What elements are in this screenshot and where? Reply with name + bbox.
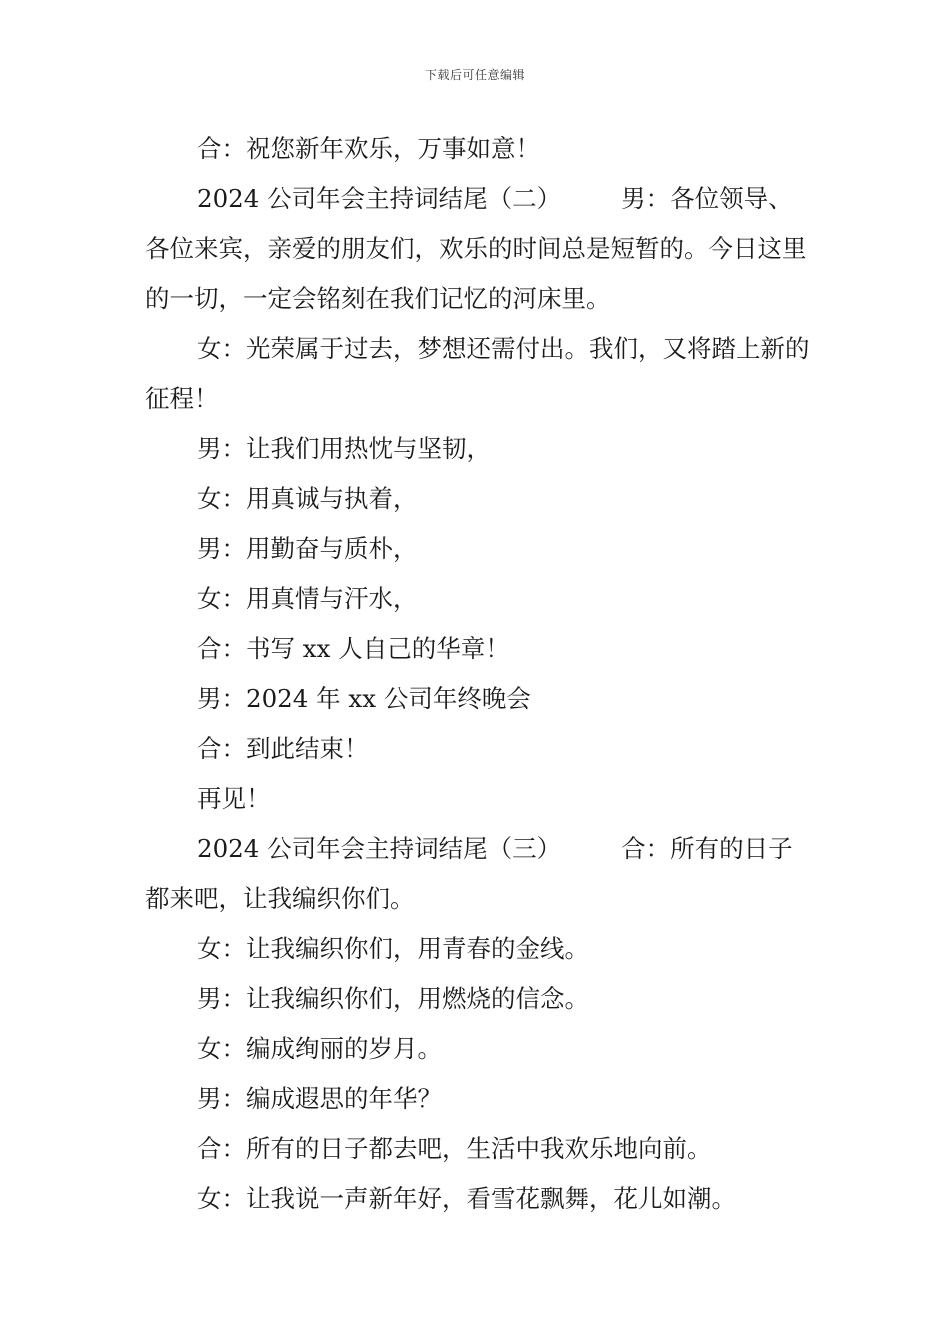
paragraph: 再见！ — [197, 784, 271, 813]
paragraph: 男：用勤奋与质朴， — [197, 534, 418, 563]
paragraph: 女：让我说一声新年好，看雪花飘舞，花儿如潮。 — [197, 1184, 736, 1213]
paragraph: 女：光荣属于过去，梦想还需付出。我们，又将踏上新的征程！ — [145, 334, 810, 413]
paragraph: 男：让我们用热忱与坚韧， — [197, 434, 491, 463]
paragraph: 合：祝您新年欢乐，万事如意！ — [197, 134, 540, 163]
page-header: 下载后可任意编辑 — [424, 68, 525, 82]
paragraph: 女：编成绚丽的岁月。 — [197, 1034, 442, 1063]
paragraph-text: 合：所有的日子都来吧，让我编织你们。 — [145, 834, 793, 913]
paragraph-text: 男：各位领导、各位来宾，亲爱的朋友们，欢乐的时间总是短暂的。今日这里的一切，一定会铭刻在我们记忆的河床里。 — [145, 184, 807, 313]
paragraph: 女：让我编织你们，用青春的金线。 — [197, 934, 589, 963]
paragraph: 合：到此结束！ — [197, 734, 369, 763]
section-title: 2024 公司年会主持词结尾（二） — [197, 184, 562, 213]
paragraph: 女：用真情与汗水， — [197, 584, 418, 613]
paragraph: 合：所有的日子都去吧，生活中我欢乐地向前。 — [197, 1134, 712, 1163]
document-body — [145, 124, 810, 1224]
paragraph-section-three — [145, 824, 810, 924]
paragraph: 男：编成遐思的年华？ — [197, 1084, 442, 1113]
paragraph-section-two — [145, 174, 810, 324]
section-title: 2024 公司年会主持词结尾（三） — [197, 834, 562, 863]
paragraph: 男：2024 年 xx 公司年终晚会 — [197, 684, 531, 713]
paragraph: 合：书写 xx 人自己的华章！ — [197, 634, 510, 663]
paragraph: 男：让我编织你们，用燃烧的信念。 — [197, 984, 589, 1013]
paragraph: 女：用真诚与执着， — [197, 484, 418, 513]
